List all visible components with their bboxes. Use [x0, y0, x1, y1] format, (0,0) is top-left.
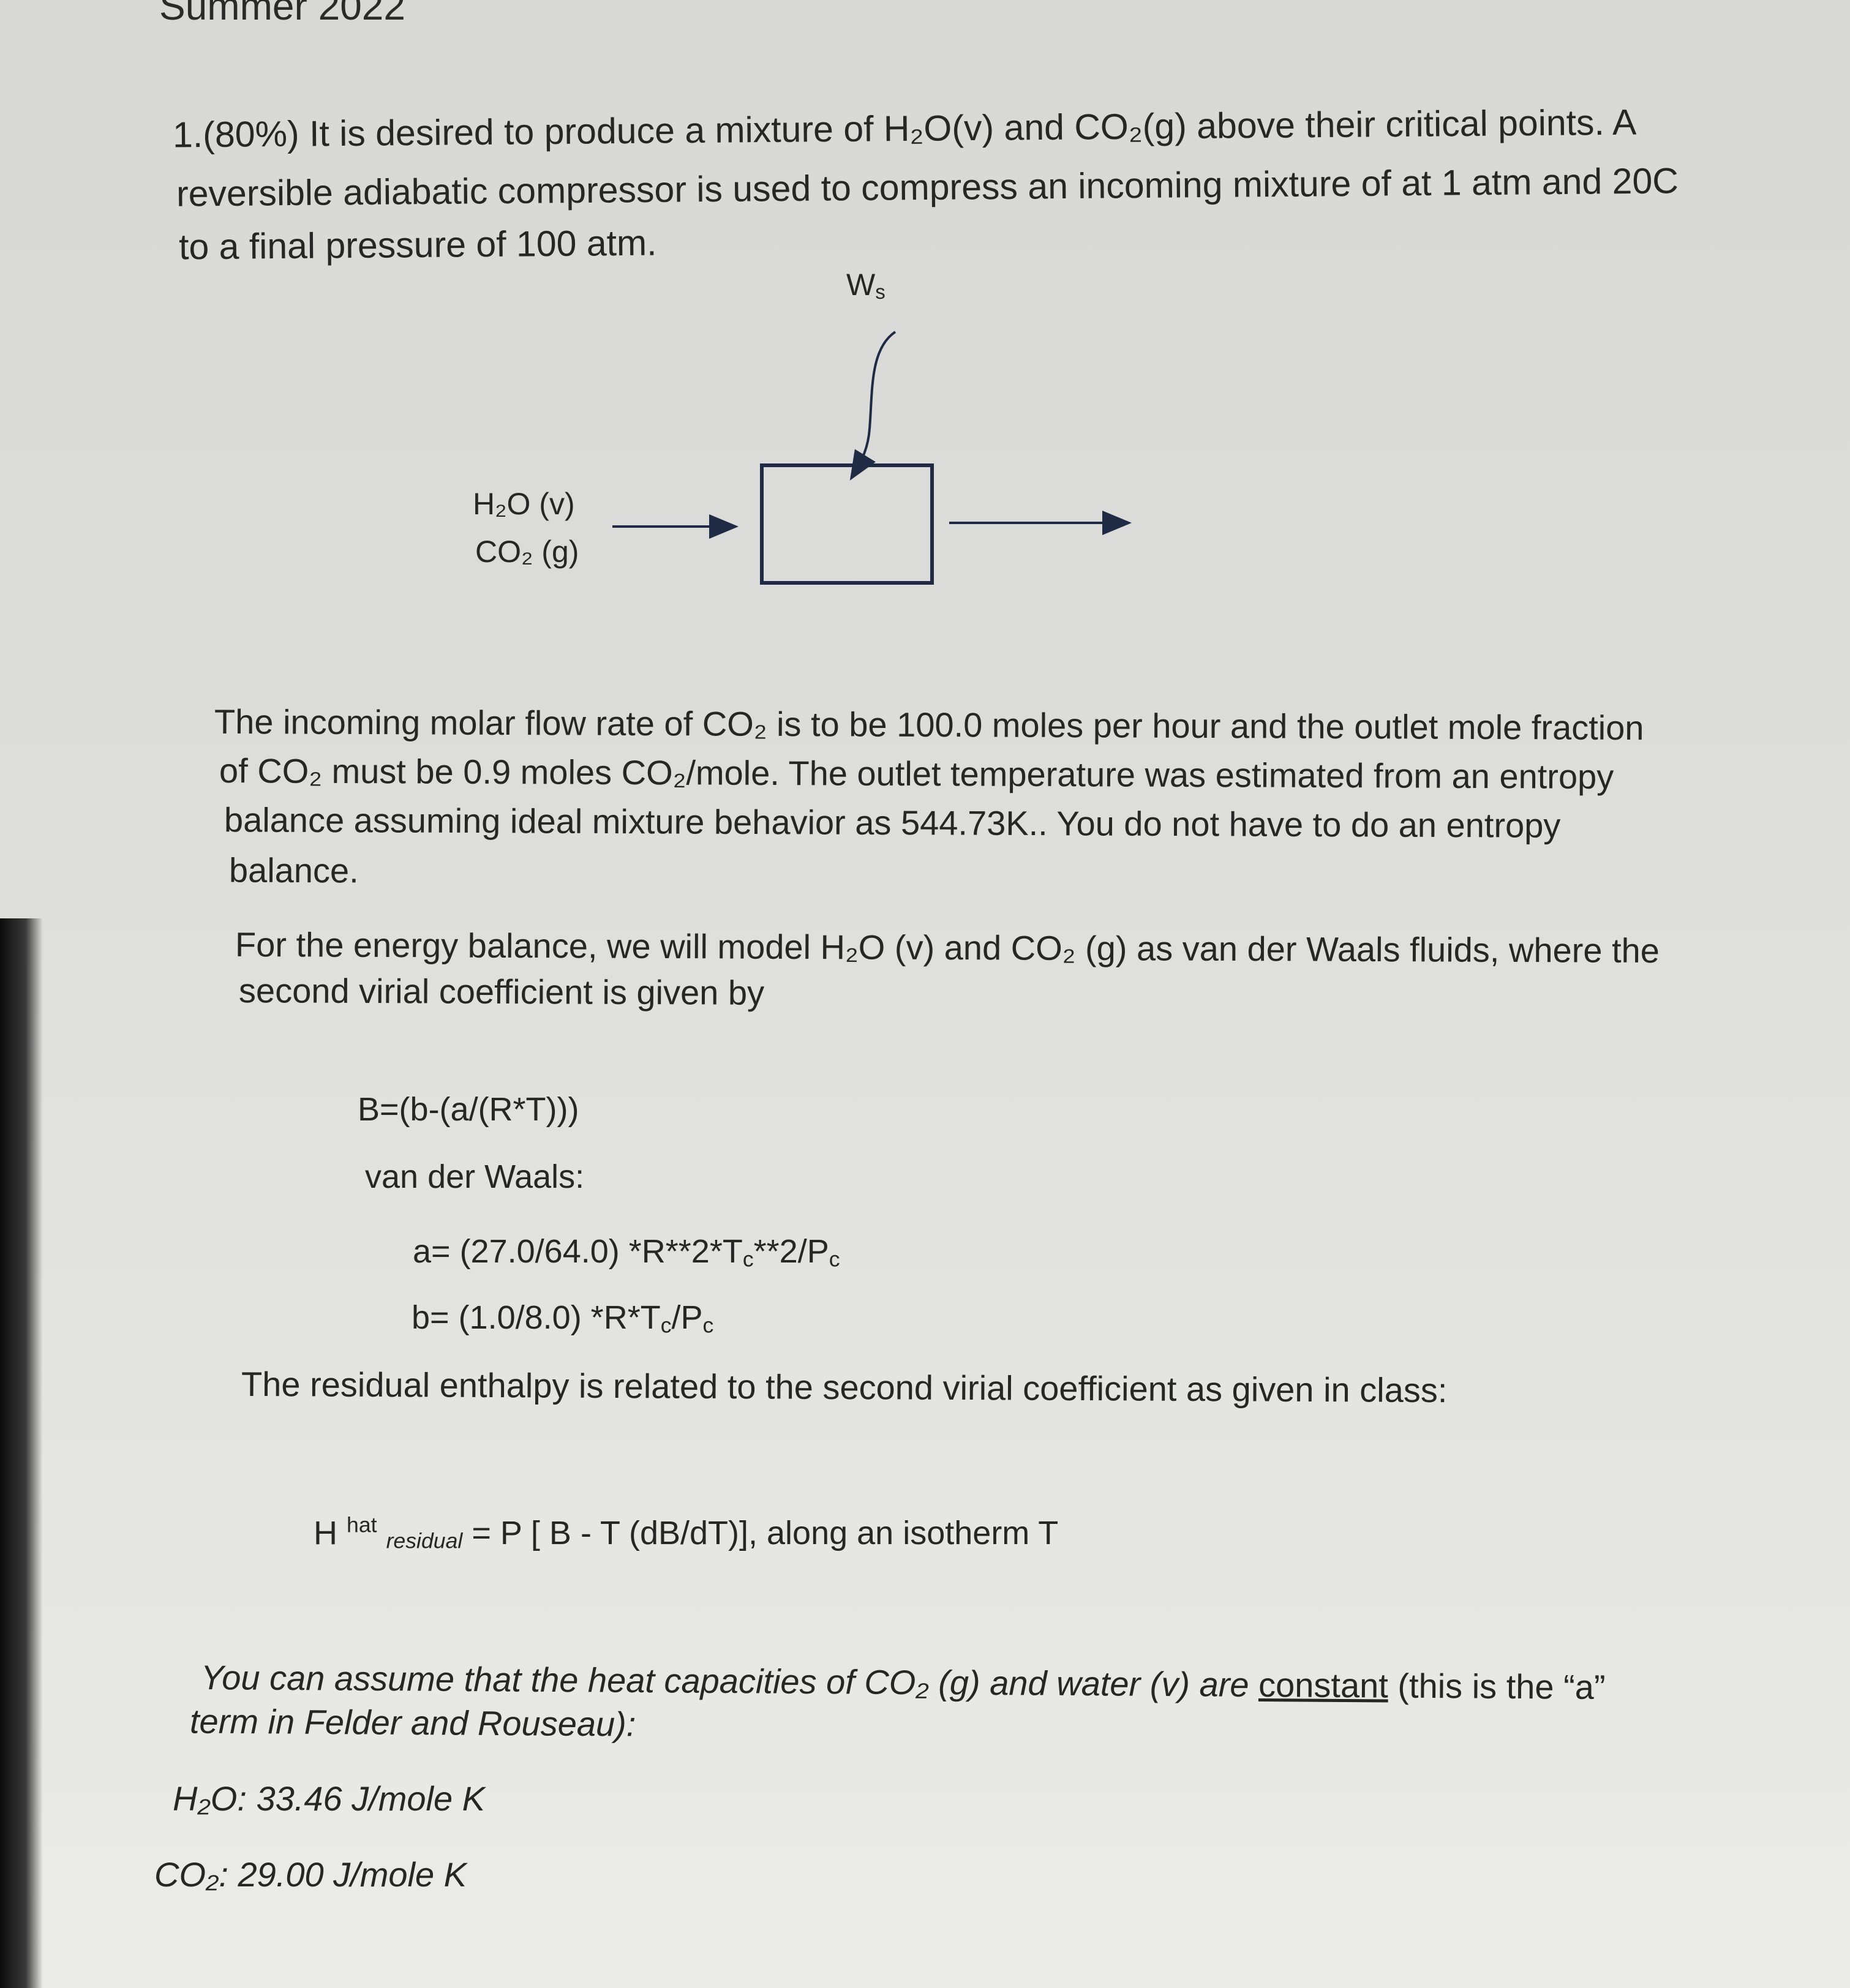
desk-shadow-edge: [0, 918, 43, 1988]
para1-line-3: balance assuming ideal mixture behavior as 544.73K.. You do not have to do an entropy: [224, 800, 1561, 845]
virial-coefficient-equation: B=(b-(a/(R*T))): [358, 1091, 579, 1128]
problem-line-1: 1.(80%) It is desired to produce a mixture of H₂O(v) and CO₂(g) above their critical points. A: [172, 102, 1637, 156]
cut-off-header: [159, 0, 405, 12]
a-parameter-equation: a= (27.0/64.0) $*R**2*T_c**2/P_c$: [413, 1233, 840, 1272]
para1-line-4: balance.: [228, 850, 359, 890]
para1-line-2: of CO₂ must be 0.9 moles CO₂/mole. The outlet temperature was estimated from an entropy: [219, 751, 1614, 796]
heat-capacity-line-2: term in Felder and Rouseau):: [189, 1701, 636, 1744]
para2-line-1: For the energy balance, we will model H₂O (v) and CO₂ (g) as van der Waals fluids, where the: [235, 925, 1660, 970]
problem-line-3: to a final pressure of 100 atm.: [178, 222, 657, 268]
co2-heat-capacity: CO₂: 29.00 J/mole K: [154, 1855, 467, 1894]
inlet-co2-label: CO₂ (g): [475, 535, 579, 569]
work-label: $W_s$: [846, 268, 886, 303]
problem-line-2: reversible adiabatic compressor is used to compress an incoming mixture of at 1 atm and 20C: [176, 160, 1679, 214]
van-der-waals-label: van der Waals:: [365, 1158, 585, 1195]
residual-enthalpy-equation: H $^{hat}$ $_{residual}$ = P [ B - T (dB/dT)], along an isotherm T: [314, 1512, 1059, 1553]
inlet-h2o-label: H₂O (v): [473, 487, 575, 521]
residual-enthalpy-intro: The residual enthalpy is related to the second virial coefficient as given in class:: [241, 1364, 1448, 1410]
h2o-heat-capacity: H₂O: 33.46 J/mole K: [173, 1779, 486, 1818]
heat-capacity-line-1: You can assume that the heat capacities of CO₂ (g) and water (v) are constant (this is the “a”: [200, 1657, 1606, 1707]
para1-line-1: The incoming molar flow rate of CO₂ is to be 100.0 moles per hour and the outlet mole fraction: [214, 702, 1644, 748]
b-parameter-equation: b= (1.0/8.0) $*R*T_c/P_c$: [412, 1299, 714, 1338]
para2-line-2: second virial coefficient is given by: [238, 971, 765, 1012]
